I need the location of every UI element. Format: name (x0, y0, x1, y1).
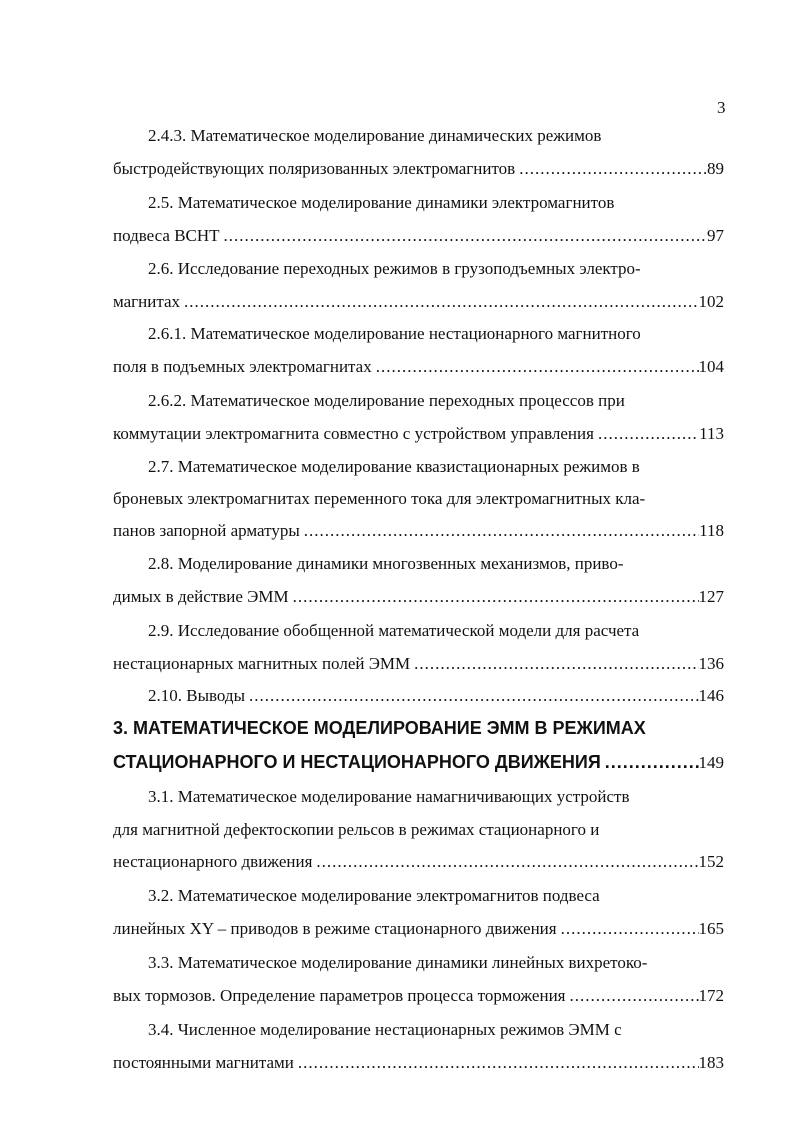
chapter-3-heading-line2: СТАЦИОНАРНОГО И НЕСТАЦИОНАРНОГО ДВИЖЕНИЯ ..... 149 (113, 750, 724, 775)
toc-page-ref: 104 (698, 357, 724, 376)
page-number: 3 (717, 98, 726, 117)
toc-entry-2-6-1-line2: поля в подъемных электромагнитах ..... 104 (113, 356, 724, 378)
toc-page-ref: 127 (698, 587, 724, 606)
toc-entry-2-5-line1: 2.5. Математическое моделирование динамики электромагнитов (148, 193, 615, 212)
toc-page-ref: 172 (698, 986, 724, 1005)
toc-page-ref: 149 (698, 753, 724, 772)
toc-entry-3-4-line2: постоянными магнитами ..... 183 (113, 1052, 724, 1074)
toc-entry-2-9-line2: нестационарных магнитных полей ЭММ ..... 136 (113, 653, 724, 675)
toc-page-ref: 102 (698, 292, 724, 311)
toc-page-ref: 113 (699, 424, 724, 443)
toc-entry-3-3-line2: вых тормозов. Определение параметров процесса торможения ..... 172 (113, 985, 724, 1007)
toc-entry-3-1-line3: нестационарного движения ..... 152 (113, 851, 724, 873)
toc-entry-3-2-line1: 3.2. Математическое моделирование электромагнитов подвеса (148, 886, 600, 905)
toc-entry-2-8-line1: 2.8. Моделирование динамики многозвенных механизмов, приво- (148, 554, 624, 573)
toc-entry-2-9-line1: 2.9. Исследование обобщенной математической модели для расчета (148, 621, 640, 640)
toc-page-ref: 97 (707, 226, 724, 245)
toc-page-ref: 118 (699, 521, 724, 540)
toc-entry-2-7-line2: броневых электромагнитах переменного тока для электромагнитных кла- (113, 489, 646, 508)
toc-entry-2-5-line2: подвеса ВСНТ ..... 97 (113, 225, 724, 247)
toc-entry-2-6-1-line1: 2.6.1. Математическое моделирование нестационарного магнитного (148, 324, 641, 343)
toc-page-ref: 183 (698, 1053, 724, 1072)
toc-entry-2-10: 2.10. Выводы ..... 146 (148, 685, 724, 707)
toc-page-ref: 152 (698, 852, 724, 871)
toc-entry-3-2-line2: линейных XY – приводов в режиме стационарного движения ..... 165 (113, 918, 724, 940)
toc-entry-2-7-line3: панов запорной арматуры ..... 118 (113, 520, 724, 542)
toc-page-ref: 146 (698, 686, 724, 705)
toc-entry-2-6-2-line2: коммутации электромагнита совместно с устройством управления ..... 113 (113, 423, 724, 445)
toc-entry-3-1-line1: 3.1. Математическое моделирование намагничивающих устройств (148, 787, 630, 806)
toc-entry-2-4-3-line2: быстродействующих поляризованных электромагнитов ..... 89 (113, 158, 724, 180)
toc-page-ref: 165 (698, 919, 724, 938)
toc-entry-2-6-2-line1: 2.6.2. Математическое моделирование переходных процессов при (148, 391, 625, 410)
toc-entry-2-8-line2: димых в действие ЭММ ..... 127 (113, 586, 724, 608)
toc-entry-3-3-line1: 3.3. Математическое моделирование динамики линейных вихретоко- (148, 953, 648, 972)
toc-entry-2-6-line1: 2.6. Исследование переходных режимов в грузоподъемных электро- (148, 259, 641, 278)
toc-entry-3-1-line2: для магнитной дефектоскопии рельсов в режимах стационарного и (113, 820, 600, 839)
toc-entry-2-7-line1: 2.7. Математическое моделирование квазистационарных режимов в (148, 457, 640, 476)
toc-entry-3-4-line1: 3.4. Численное моделирование нестационарных режимов ЭММ с (148, 1020, 622, 1039)
toc-page-ref: 89 (707, 159, 724, 178)
toc-entry-2-6-line2: магнитах ..... 102 (113, 291, 724, 313)
toc-page-ref: 136 (698, 654, 724, 673)
chapter-3-heading-line1: 3. МАТЕМАТИЧЕСКОЕ МОДЕЛИРОВАНИЕ ЭММ В РЕЖИМАХ (113, 718, 646, 738)
toc-entry-2-4-3-line1: 2.4.3. Математическое моделирование динамических режимов (148, 126, 602, 145)
